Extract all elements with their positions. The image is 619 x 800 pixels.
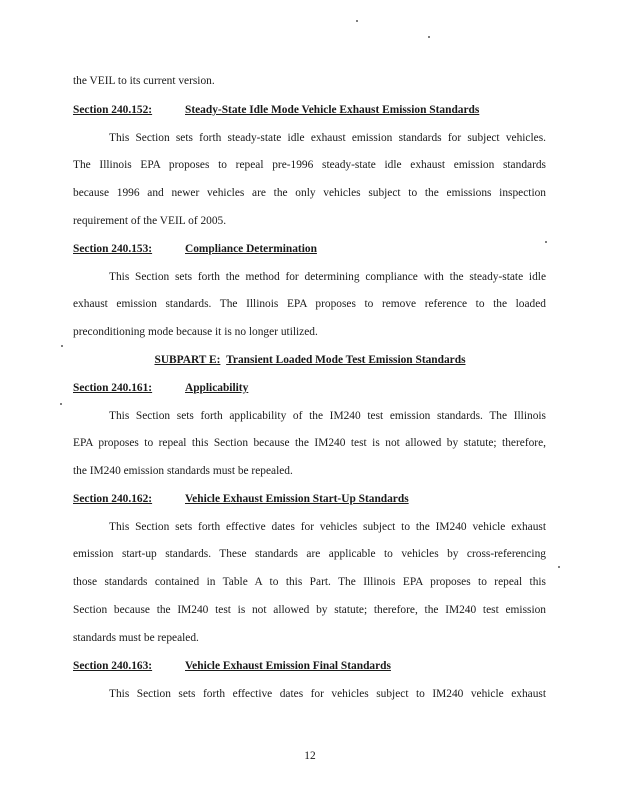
scan-speck <box>545 241 547 243</box>
scan-speck <box>356 20 358 22</box>
text-line: standards must be repealed. <box>73 632 199 644</box>
section-number-240-161: Section 240.161: <box>73 382 153 394</box>
text-line: Section because the IM240 test is not allowed by statute; therefore, the IM240 test emission <box>73 604 546 616</box>
text-line: preconditioning mode because it is no longer utilized. <box>73 326 318 338</box>
page-number: 12 <box>304 750 316 762</box>
text-line: the VEIL to its current version. <box>73 75 215 87</box>
section-title-240-162: Vehicle Exhaust Emission Start-Up Standards <box>185 493 409 505</box>
text-line: This Section sets forth applicability of the IM240 test emission standards. The Illinois <box>109 410 546 422</box>
text-line: emission start-up standards. These standards are applicable to vehicles by cross-referencing <box>73 548 546 560</box>
text-line: The Illinois EPA proposes to repeal pre-1996 steady-state idle exhaust emission standards <box>73 159 546 171</box>
text-line: exhaust emission standards. The Illinois EPA proposes to remove reference to the loaded <box>73 298 546 310</box>
section-title-240-161: Applicability <box>185 382 249 394</box>
scan-speck <box>428 36 430 38</box>
section-number-240-153: Section 240.153: <box>73 243 153 255</box>
subpart-title: Transient Loaded Mode Test Emission Standards <box>226 354 466 366</box>
scan-speck <box>558 566 560 568</box>
text-line: This Section sets forth effective dates for vehicles subject to the IM240 vehicle exhaust <box>109 521 546 533</box>
scan-speck <box>61 345 63 347</box>
text-line: because 1996 and newer vehicles are the only vehicles subject to the emissions inspection <box>73 187 546 199</box>
text-line: This Section sets forth the method for determining compliance with the steady-state idle <box>109 271 546 283</box>
text-line: those standards contained in Table A to this Part. The Illinois EPA proposes to repeal this <box>73 576 546 588</box>
subpart-heading <box>145 353 475 367</box>
text-line: the IM240 emission standards must be repealed. <box>73 465 293 477</box>
section-number-240-152: Section 240.152: <box>73 104 153 116</box>
section-title-240-152: Steady-State Idle Mode Vehicle Exhaust Emission Standards <box>185 104 480 116</box>
scan-speck <box>60 403 62 405</box>
section-number-240-163: Section 240.163: <box>73 660 153 672</box>
text-line: requirement of the VEIL of 2005. <box>73 215 227 227</box>
text-line: This Section sets forth effective dates for vehicles subject to IM240 vehicle exhaust <box>109 688 546 700</box>
section-number-240-162: Section 240.162: <box>73 493 153 505</box>
text-line: EPA proposes to repeal this Section because the IM240 test is not allowed by statute; therefore, <box>73 437 546 449</box>
text-line: This Section sets forth steady-state idle exhaust emission standards for subject vehicles. <box>109 132 546 144</box>
section-title-240-163: Vehicle Exhaust Emission Final Standards <box>185 660 391 672</box>
subpart-label: SUBPART E: <box>154 354 221 366</box>
section-title-240-153: Compliance Determination <box>185 243 317 255</box>
